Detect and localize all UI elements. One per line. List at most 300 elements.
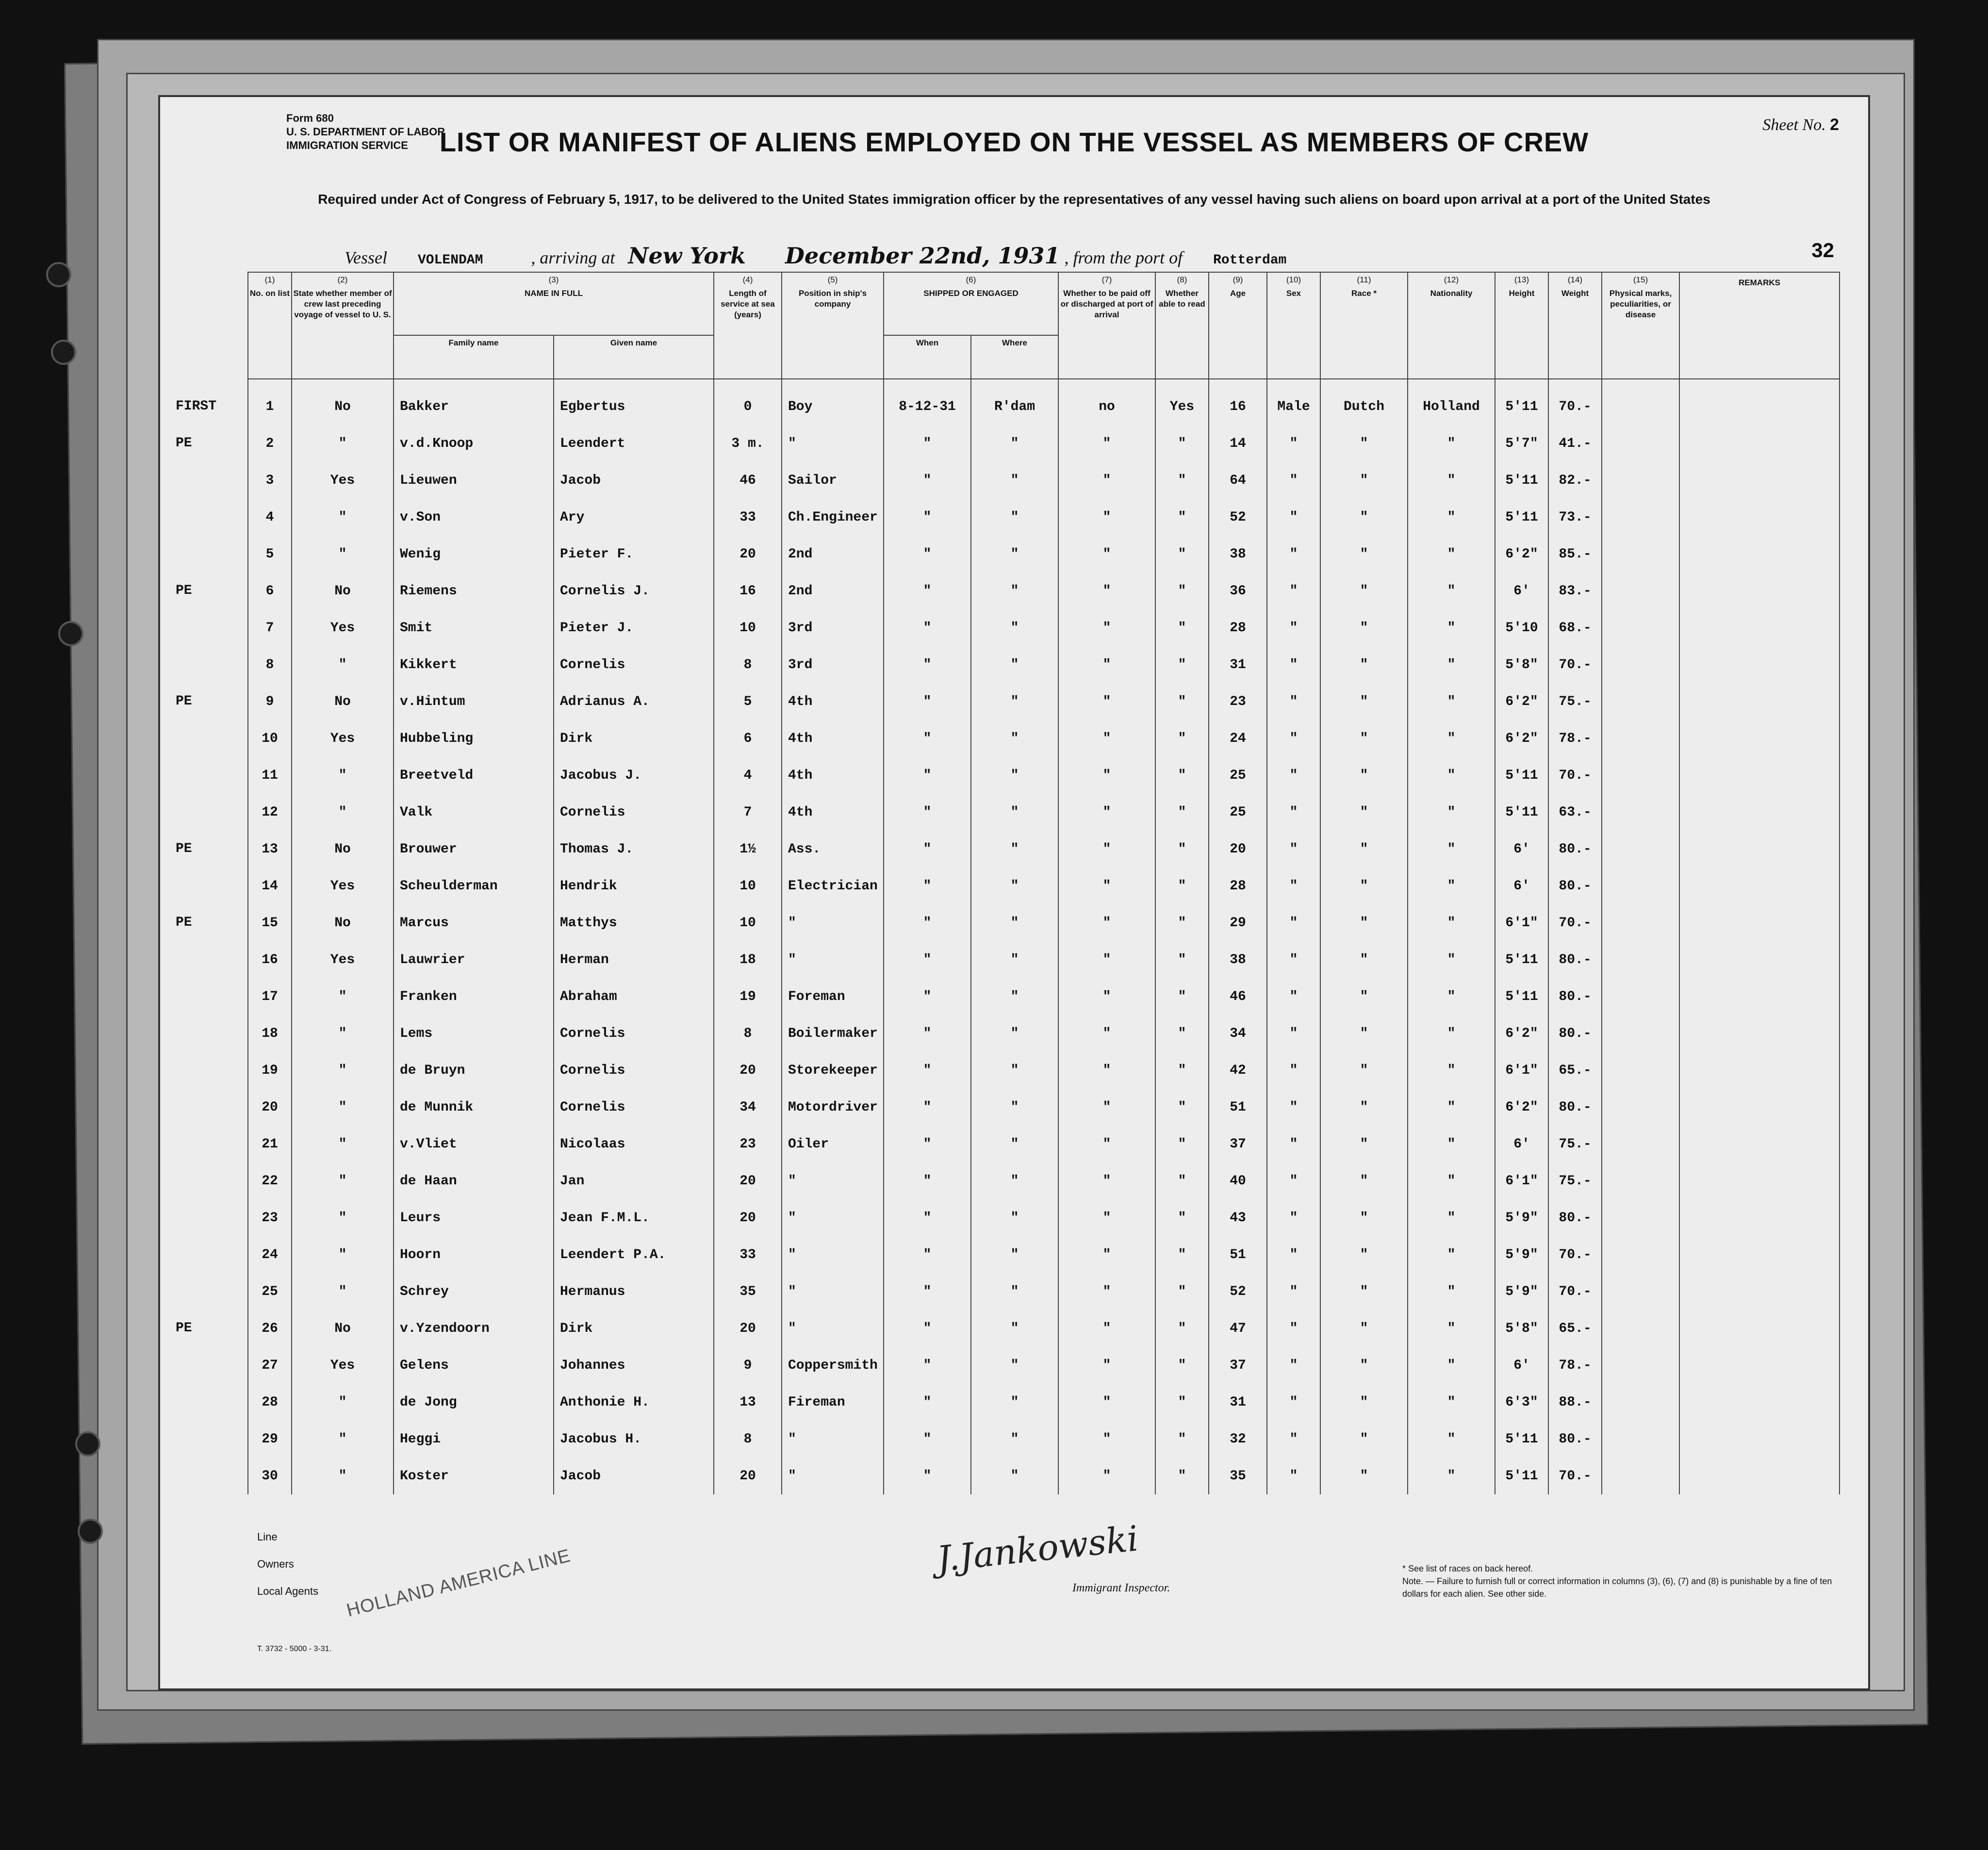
column-header: (14) Weight <box>1548 272 1602 379</box>
cell-remarks <box>1679 1199 1840 1236</box>
cell-when: " <box>884 1236 971 1273</box>
cell-age: 52 <box>1209 1273 1267 1310</box>
cell-weight: 80.- <box>1548 831 1602 868</box>
cell-no: 11 <box>248 757 292 794</box>
cell-family: de Haan <box>394 1162 554 1199</box>
cell-height: 6'3" <box>1495 1384 1548 1421</box>
cell-age: 51 <box>1209 1089 1267 1126</box>
cell-nat: Holland <box>1408 379 1495 425</box>
cell-sex: " <box>1267 499 1320 536</box>
cell-remarks <box>1679 1162 1840 1199</box>
cell-height: 5'7" <box>1495 425 1548 462</box>
cell-when: " <box>884 609 971 646</box>
cell-service: 10 <box>714 868 782 904</box>
cell-paid: " <box>1058 425 1155 462</box>
cell-read: " <box>1155 1126 1209 1162</box>
cell-height: 5'11 <box>1495 1421 1548 1457</box>
cell-sex: " <box>1267 1273 1320 1310</box>
cell-where: " <box>971 1199 1058 1236</box>
cell-position: " <box>782 1457 884 1494</box>
cell-sex: " <box>1267 904 1320 941</box>
cell-prev: " <box>292 1052 394 1089</box>
cell-prev: " <box>292 499 394 536</box>
cell-no: 15 PE <box>248 904 292 941</box>
cell-prev: " <box>292 794 394 831</box>
cell-given: Jan <box>554 1162 714 1199</box>
cell-read: " <box>1155 609 1209 646</box>
cell-family: Scheulderman <box>394 868 554 904</box>
table-row <box>248 831 1840 868</box>
cell-height: 5'11 <box>1495 379 1548 425</box>
form-number: Form 680 <box>286 112 334 124</box>
footer-labels <box>257 1523 318 1605</box>
cell-remarks <box>1679 379 1840 425</box>
cell-weight: 83.- <box>1548 573 1602 609</box>
cell-position: " <box>782 1162 884 1199</box>
cell-physical-marks <box>1602 1457 1679 1494</box>
cell-family: v.Hintum <box>394 683 554 720</box>
cell-where: " <box>971 609 1058 646</box>
cell-weight: 82.- <box>1548 462 1602 499</box>
cell-nat: " <box>1408 1126 1495 1162</box>
page-number: 32 <box>1811 239 1834 262</box>
cell-age: 16 <box>1209 379 1267 425</box>
cell-remarks <box>1679 1384 1840 1421</box>
binder-hole <box>46 262 71 287</box>
cell-service: 16 <box>714 573 782 609</box>
cell-age: 37 <box>1209 1347 1267 1384</box>
cell-position: " <box>782 425 884 462</box>
cell-when: " <box>884 1457 971 1494</box>
cell-where: " <box>971 757 1058 794</box>
cell-physical-marks <box>1602 794 1679 831</box>
cell-age: 31 <box>1209 1384 1267 1421</box>
cell-prev: No <box>292 904 394 941</box>
cell-remarks <box>1679 1347 1840 1384</box>
arriving-label: , arriving at <box>531 248 615 267</box>
cell-where: " <box>971 425 1058 462</box>
cell-paid: " <box>1058 536 1155 573</box>
cell-physical-marks <box>1602 379 1679 425</box>
cell-where: " <box>971 1273 1058 1310</box>
cell-where: " <box>971 683 1058 720</box>
cell-weight: 70.- <box>1548 379 1602 425</box>
cell-given: Cornelis <box>554 1015 714 1052</box>
cell-read: " <box>1155 1310 1209 1347</box>
cell-sex: " <box>1267 1126 1320 1162</box>
cell-remarks <box>1679 720 1840 757</box>
cell-service: 8 <box>714 1421 782 1457</box>
cell-prev: " <box>292 757 394 794</box>
cell-when: " <box>884 757 971 794</box>
cell-prev: No <box>292 1310 394 1347</box>
cell-sex: " <box>1267 536 1320 573</box>
cell-given: Abraham <box>554 978 714 1015</box>
cell-service: 13 <box>714 1384 782 1421</box>
cell-race: Dutch <box>1320 379 1408 425</box>
cell-family: Valk <box>394 794 554 831</box>
cell-paid: " <box>1058 941 1155 978</box>
cell-position: 4th <box>782 794 884 831</box>
cell-where: " <box>971 646 1058 683</box>
column-header: (12) Nationality <box>1408 272 1495 379</box>
cell-weight: 70.- <box>1548 757 1602 794</box>
table-row <box>248 1199 1840 1236</box>
cell-paid: " <box>1058 573 1155 609</box>
cell-nat: " <box>1408 1384 1495 1421</box>
cell-weight: 85.- <box>1548 536 1602 573</box>
column-header: (7) Whether to be paid off or discharged at port of arrival <box>1058 272 1155 379</box>
cell-family: Lieuwen <box>394 462 554 499</box>
cell-read: " <box>1155 1273 1209 1310</box>
cell-nat: " <box>1408 1347 1495 1384</box>
cell-no: 20 <box>248 1089 292 1126</box>
cell-physical-marks <box>1602 1126 1679 1162</box>
cell-prev: " <box>292 1126 394 1162</box>
cell-position: Boy <box>782 379 884 425</box>
cell-weight: 70.- <box>1548 1457 1602 1494</box>
cell-where: " <box>971 1421 1058 1457</box>
cell-race: " <box>1320 609 1408 646</box>
cell-where: " <box>971 941 1058 978</box>
cell-when: " <box>884 1384 971 1421</box>
cell-no: 2 PE <box>248 425 292 462</box>
cell-where: " <box>971 978 1058 1015</box>
cell-age: 23 <box>1209 683 1267 720</box>
cell-service: 46 <box>714 462 782 499</box>
cell-paid: " <box>1058 868 1155 904</box>
cell-physical-marks <box>1602 1052 1679 1089</box>
cell-remarks <box>1679 757 1840 794</box>
cell-sex: " <box>1267 1199 1320 1236</box>
cell-family: de Bruyn <box>394 1052 554 1089</box>
binder-hole <box>51 340 76 365</box>
cell-when: " <box>884 1273 971 1310</box>
cell-age: 64 <box>1209 462 1267 499</box>
cell-when: " <box>884 904 971 941</box>
cell-service: 20 <box>714 1310 782 1347</box>
cell-position: Fireman <box>782 1384 884 1421</box>
column-header: (5) Position in ship's company <box>782 272 884 379</box>
binder-hole <box>75 1431 100 1457</box>
cell-read: " <box>1155 425 1209 462</box>
cell-physical-marks <box>1602 868 1679 904</box>
cell-height: 5'11 <box>1495 499 1548 536</box>
cell-weight: 80.- <box>1548 868 1602 904</box>
cell-where: " <box>971 1089 1058 1126</box>
cell-height: 6'2" <box>1495 536 1548 573</box>
cell-nat: " <box>1408 573 1495 609</box>
cell-remarks <box>1679 536 1840 573</box>
cell-family: Breetveld <box>394 757 554 794</box>
table-row <box>248 868 1840 904</box>
cell-nat: " <box>1408 1015 1495 1052</box>
cell-age: 38 <box>1209 941 1267 978</box>
penalty-footnote: Note. — Failure to furnish full or correct information in columns (3), (6), (7) and (8) is punishable by a fine of ten dollars for each alien. See other side. <box>1402 1576 1832 1599</box>
cell-physical-marks <box>1602 1347 1679 1384</box>
table-row <box>248 1052 1840 1089</box>
cell-given: Jacob <box>554 1457 714 1494</box>
cell-race: " <box>1320 425 1408 462</box>
cell-prev: " <box>292 1015 394 1052</box>
cell-position: Electrician <box>782 868 884 904</box>
cell-remarks <box>1679 868 1840 904</box>
cell-read: " <box>1155 794 1209 831</box>
vessel-label: Vessel <box>345 248 387 267</box>
cell-given: Ary <box>554 499 714 536</box>
cell-paid: " <box>1058 1089 1155 1126</box>
cell-family: Riemens <box>394 573 554 609</box>
binder-hole <box>58 621 83 646</box>
cell-remarks <box>1679 1126 1840 1162</box>
cell-height: 5'10 <box>1495 609 1548 646</box>
column-header: (1) No. on list <box>248 272 292 379</box>
cell-nat: " <box>1408 831 1495 868</box>
cell-paid: " <box>1058 1310 1155 1347</box>
cell-race: " <box>1320 646 1408 683</box>
cell-physical-marks <box>1602 978 1679 1015</box>
cell-prev: Yes <box>292 941 394 978</box>
cell-physical-marks <box>1602 646 1679 683</box>
cell-paid: " <box>1058 646 1155 683</box>
cell-given: Adrianus A. <box>554 683 714 720</box>
cell-where: " <box>971 1310 1058 1347</box>
cell-age: 36 <box>1209 573 1267 609</box>
cell-age: 35 <box>1209 1457 1267 1494</box>
cell-position: 4th <box>782 683 884 720</box>
crew-manifest-table <box>176 272 1840 1494</box>
form-print-code: T. 3732 - 5000 - 3-31. <box>257 1645 331 1653</box>
column-subheader: Where <box>971 335 1058 379</box>
cell-paid: " <box>1058 1052 1155 1089</box>
cell-service: 5 <box>714 683 782 720</box>
cell-no: 28 <box>248 1384 292 1421</box>
cell-given: Thomas J. <box>554 831 714 868</box>
cell-physical-marks <box>1602 1421 1679 1457</box>
cell-position: " <box>782 1310 884 1347</box>
cell-when: " <box>884 1347 971 1384</box>
races-footnote: * See list of races on back hereof. <box>1402 1564 1533 1573</box>
cell-remarks <box>1679 1421 1840 1457</box>
cell-prev: Yes <box>292 1347 394 1384</box>
cell-read: " <box>1155 1015 1209 1052</box>
cell-height: 6'2" <box>1495 1089 1548 1126</box>
cell-paid: " <box>1058 1162 1155 1199</box>
cell-position: " <box>782 1199 884 1236</box>
cell-weight: 80.- <box>1548 1199 1602 1236</box>
cell-family: Schrey <box>394 1273 554 1310</box>
cell-sex: " <box>1267 794 1320 831</box>
cell-position: 2nd <box>782 536 884 573</box>
cell-age: 14 <box>1209 425 1267 462</box>
cell-read: " <box>1155 1162 1209 1199</box>
cell-weight: 65.- <box>1548 1052 1602 1089</box>
cell-age: 43 <box>1209 1199 1267 1236</box>
cell-sex: " <box>1267 646 1320 683</box>
cell-remarks <box>1679 1310 1840 1347</box>
cell-read: " <box>1155 462 1209 499</box>
cell-weight: 41.- <box>1548 425 1602 462</box>
cell-prev: No <box>292 379 394 425</box>
cell-prev: No <box>292 831 394 868</box>
cell-sex: " <box>1267 683 1320 720</box>
cell-when: " <box>884 1015 971 1052</box>
table-row <box>248 1162 1840 1199</box>
cell-sex: " <box>1267 425 1320 462</box>
column-header: (13) Height <box>1495 272 1548 379</box>
cell-prev: " <box>292 1162 394 1199</box>
owners-label: Owners <box>257 1558 294 1570</box>
cell-sex: " <box>1267 609 1320 646</box>
column-header: (15) Physical marks, peculiarities, or disease <box>1602 272 1679 379</box>
cell-read: " <box>1155 904 1209 941</box>
cell-given: Cornelis <box>554 794 714 831</box>
cell-no: 30 <box>248 1457 292 1494</box>
cell-remarks <box>1679 425 1840 462</box>
cell-family: Gelens <box>394 1347 554 1384</box>
cell-age: 24 <box>1209 720 1267 757</box>
cell-height: 5'11 <box>1495 462 1548 499</box>
cell-paid: " <box>1058 720 1155 757</box>
cell-when: " <box>884 462 971 499</box>
cell-where: " <box>971 1015 1058 1052</box>
cell-service: 0 <box>714 379 782 425</box>
cell-sex: " <box>1267 1162 1320 1199</box>
margin-annotation: PE <box>176 1321 192 1336</box>
column-header: (3) NAME IN FULL <box>394 272 714 335</box>
margin-annotation: PE <box>176 436 192 451</box>
line-label: Line <box>257 1531 278 1543</box>
cell-weight: 75.- <box>1548 683 1602 720</box>
cell-no: 13 PE <box>248 831 292 868</box>
cell-no: 21 <box>248 1126 292 1162</box>
table-row <box>248 1421 1840 1457</box>
cell-when: " <box>884 720 971 757</box>
cell-prev: " <box>292 1273 394 1310</box>
cell-remarks <box>1679 499 1840 536</box>
cell-position: 2nd <box>782 573 884 609</box>
cell-race: " <box>1320 831 1408 868</box>
margin-annotation: PE <box>176 694 192 709</box>
cell-position: " <box>782 904 884 941</box>
cell-paid: " <box>1058 757 1155 794</box>
table-row <box>248 720 1840 757</box>
cell-when: " <box>884 683 971 720</box>
cell-service: 20 <box>714 1162 782 1199</box>
cell-read: " <box>1155 1052 1209 1089</box>
cell-paid: " <box>1058 1126 1155 1162</box>
cell-when: " <box>884 646 971 683</box>
cell-no: 25 <box>248 1273 292 1310</box>
table-row <box>248 573 1840 609</box>
table-row <box>248 794 1840 831</box>
from-port-label: , from the port of <box>1064 248 1183 267</box>
cell-race: " <box>1320 1421 1408 1457</box>
cell-nat: " <box>1408 904 1495 941</box>
table-row <box>248 1347 1840 1384</box>
cell-given: Cornelis <box>554 1089 714 1126</box>
cell-read: " <box>1155 1089 1209 1126</box>
cell-nat: " <box>1408 683 1495 720</box>
cell-race: " <box>1320 868 1408 904</box>
cell-remarks <box>1679 941 1840 978</box>
cell-no: 10 <box>248 720 292 757</box>
cell-remarks <box>1679 1052 1840 1089</box>
cell-height: 5'11 <box>1495 757 1548 794</box>
table-row <box>248 1126 1840 1162</box>
cell-weight: 88.- <box>1548 1384 1602 1421</box>
cell-height: 5'11 <box>1495 978 1548 1015</box>
cell-no: 24 <box>248 1236 292 1273</box>
cell-read: " <box>1155 646 1209 683</box>
cell-age: 37 <box>1209 1126 1267 1162</box>
cell-weight: 78.- <box>1548 1347 1602 1384</box>
cell-no: 23 <box>248 1199 292 1236</box>
table-row <box>248 683 1840 720</box>
cell-nat: " <box>1408 757 1495 794</box>
table-row <box>248 379 1840 425</box>
cell-family: v.d.Knoop <box>394 425 554 462</box>
cell-sex: " <box>1267 941 1320 978</box>
margin-annotation: PE <box>176 583 192 598</box>
cell-given: Johannes <box>554 1347 714 1384</box>
column-header: (8) Whether able to read <box>1155 272 1209 379</box>
cell-remarks <box>1679 1236 1840 1273</box>
cell-nat: " <box>1408 1421 1495 1457</box>
cell-when: " <box>884 941 971 978</box>
table-row <box>248 1457 1840 1494</box>
cell-physical-marks <box>1602 609 1679 646</box>
cell-remarks <box>1679 609 1840 646</box>
cell-position: Ch.Engineer <box>782 499 884 536</box>
cell-prev: " <box>292 536 394 573</box>
cell-prev: " <box>292 978 394 1015</box>
cell-no: 4 <box>248 499 292 536</box>
cell-prev: " <box>292 1384 394 1421</box>
cell-height: 6'2" <box>1495 683 1548 720</box>
cell-when: " <box>884 1126 971 1162</box>
cell-family: v.Son <box>394 499 554 536</box>
cell-nat: " <box>1408 1199 1495 1236</box>
cell-nat: " <box>1408 941 1495 978</box>
cell-read: " <box>1155 757 1209 794</box>
cell-no: 16 <box>248 941 292 978</box>
cell-sex: " <box>1267 1421 1320 1457</box>
cell-service: 20 <box>714 536 782 573</box>
cell-race: " <box>1320 1347 1408 1384</box>
cell-sex: " <box>1267 868 1320 904</box>
cell-read: " <box>1155 1384 1209 1421</box>
cell-physical-marks <box>1602 1015 1679 1052</box>
cell-height: 6'1" <box>1495 1162 1548 1199</box>
cell-race: " <box>1320 1236 1408 1273</box>
cell-race: " <box>1320 794 1408 831</box>
cell-sex: " <box>1267 1015 1320 1052</box>
cell-where: " <box>971 1347 1058 1384</box>
cell-age: 40 <box>1209 1162 1267 1199</box>
cell-race: " <box>1320 1310 1408 1347</box>
cell-prev: " <box>292 1236 394 1273</box>
cell-weight: 80.- <box>1548 1015 1602 1052</box>
cell-where: R'dam <box>971 379 1058 425</box>
cell-given: Cornelis <box>554 1052 714 1089</box>
cell-family: Kikkert <box>394 646 554 683</box>
cell-no: 6 PE <box>248 573 292 609</box>
cell-prev: Yes <box>292 720 394 757</box>
cell-nat: " <box>1408 462 1495 499</box>
cell-family: Hoorn <box>394 1236 554 1273</box>
cell-no: 19 <box>248 1052 292 1089</box>
